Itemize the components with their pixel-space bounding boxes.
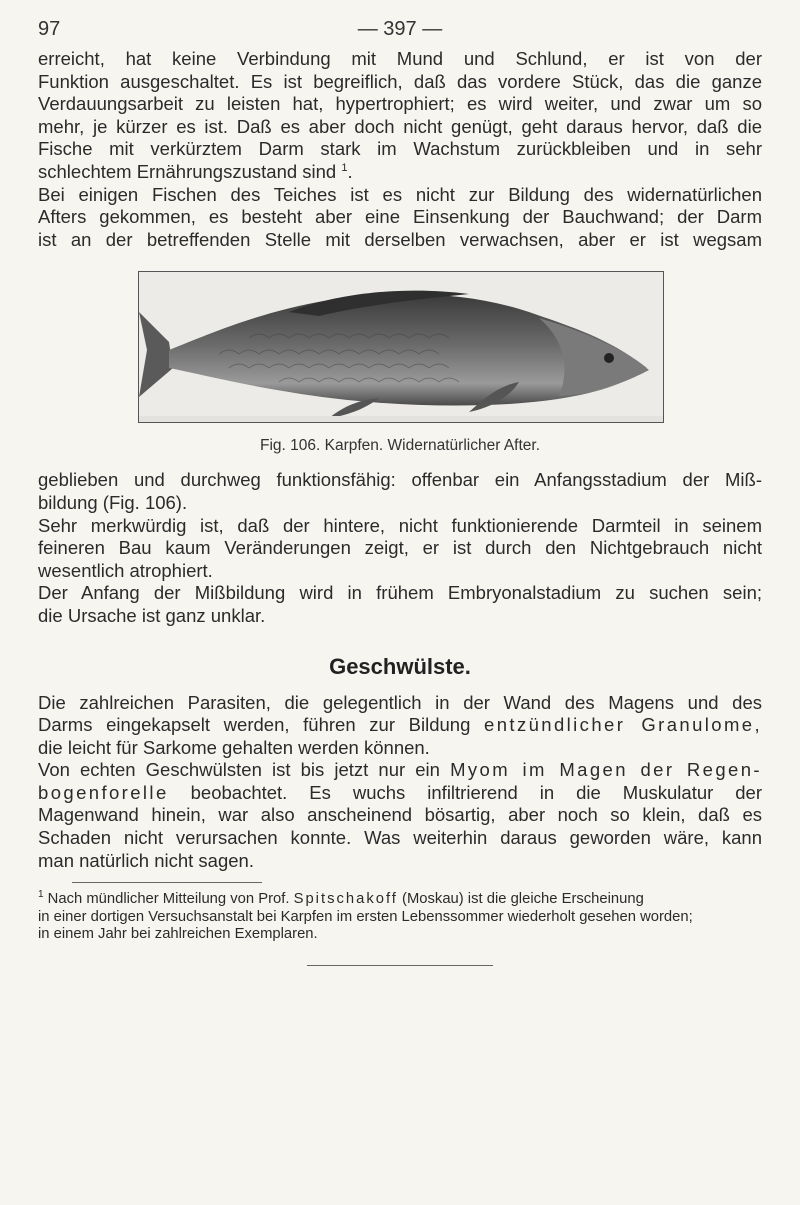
footnote	[38, 891, 762, 943]
footnote-line	[38, 891, 762, 908]
text-segment: beobachtet. Es wuchs infiltrierend in die Muskulatur der	[168, 781, 762, 803]
end-rule	[307, 965, 493, 966]
text-line: mehr, je kürzer es ist. Daß es aber doch nicht genügt, geht daraus hervor, daß die	[38, 115, 762, 137]
text-segment: (Moskau) ist die gleiche Erscheinung	[397, 891, 644, 908]
text-line: wesentlich atrophiert.	[38, 559, 213, 581]
paragraph-5	[38, 692, 762, 760]
text-line: bildung (Fig. 106).	[38, 491, 188, 513]
page-number-left: 97	[38, 18, 61, 40]
carp-illustration	[139, 272, 663, 422]
text-line: feineren Bau kaum Veränderungen zeigt, er ist durch den Nichtgebrauch nicht	[38, 537, 762, 559]
text-line	[38, 759, 762, 782]
text-segment: Von echten Geschwülsten ist bis jetzt nur ein	[38, 759, 451, 781]
eye-shape	[604, 353, 614, 363]
spaced-term: Spitschakoff	[293, 891, 398, 908]
section-heading: Geschwülste.	[329, 653, 471, 679]
text-line: Fische mit verkürztem Darm stark im Wachstum zurückbleiben und in sehr	[38, 138, 762, 160]
paragraph-1	[38, 48, 762, 184]
text-line: Magenwand hinein, war also anscheinend bösartig, aber noch so klein, daß es	[38, 804, 762, 826]
spaced-term: bogenforelle	[38, 781, 169, 803]
text-line	[38, 714, 762, 737]
text-line: Afters gekommen, es besteht aber eine Einsenkung der Bauchwand; der Darm	[38, 206, 762, 228]
footnote-number: 1	[38, 889, 44, 901]
text-line: Schaden nicht verursachen konnte. Was weiterhin daraus geworden wäre, kann	[38, 827, 762, 849]
text-line: schlechtem Ernährungszustand sind $^1$.	[38, 160, 353, 182]
paragraph-2	[38, 184, 762, 252]
text-line: man natürlich nicht sagen.	[38, 849, 254, 871]
text-segment: schlechtem Ernährungszustand sind	[38, 160, 337, 182]
paragraph-6	[38, 759, 762, 872]
text-line: geblieben und durchweg funktionsfähig: offenbar ein Anfangsstadium der Miß-	[38, 469, 762, 491]
figure-caption: Fig. 106. Karpfen. Widernatürlicher After.	[260, 437, 540, 455]
text-line	[38, 782, 762, 805]
footnote-line: in einer dortigen Versuchsanstalt bei Karpfen im ersten Lebenssommer wiederholt gesehen worden;	[38, 908, 693, 925]
footnote-marker: 1	[341, 161, 348, 174]
text-line: erreicht, hat keine Verbindung mit Mund und Schlund, er ist von der	[38, 48, 762, 69]
paragraph-continued	[38, 469, 762, 514]
figure-carp-photo	[138, 271, 664, 423]
footnote-rule	[72, 882, 262, 883]
spaced-term: entzündlicher Granulome,	[484, 714, 762, 736]
text-line: Der Anfang der Mißbildung wird in frühem Embryonalstadium zu suchen sein;	[38, 582, 762, 604]
page-number-center: — 397 —	[357, 18, 443, 40]
text-line: die Ursache ist ganz unklar.	[38, 604, 266, 626]
spaced-term: Myom im Magen der Regen-	[450, 759, 762, 781]
text-segment: Nach mündlicher Mitteilung von Prof.	[43, 891, 294, 908]
page-header	[38, 18, 762, 48]
text-line: die leicht für Sarkome gehalten werden können.	[38, 736, 430, 758]
paragraph-3	[38, 515, 762, 583]
paragraph-4	[38, 582, 762, 627]
footnote-line: in einem Jahr bei zahlreichen Exemplaren.	[38, 926, 318, 943]
text-line: Die zahlreichen Parasiten, die gelegentlich in der Wand des Magens und des	[38, 691, 762, 713]
text-line: Bei einigen Fischen des Teiches ist es nicht zur Bildung des widernatürlichen	[38, 183, 762, 205]
text-line: ist an der betreffenden Stelle mit derselben verwachsen, aber er ist wegsam	[38, 228, 762, 250]
text-segment: Darms eingekapselt werden, führen zur Bildung	[38, 714, 485, 736]
text-line: Funktion ausgeschaltet. Es ist begreiflich, daß das vordere Stück, das die ganze	[38, 70, 762, 92]
text-line: Verdauungsarbeit zu leisten hat, hypertrophiert; es wird weiter, und zwar um so	[38, 93, 762, 115]
text-line: Sehr merkwürdig ist, daß der hintere, nicht funktionierende Darmteil in seinem	[38, 514, 762, 536]
page	[38, 18, 762, 966]
